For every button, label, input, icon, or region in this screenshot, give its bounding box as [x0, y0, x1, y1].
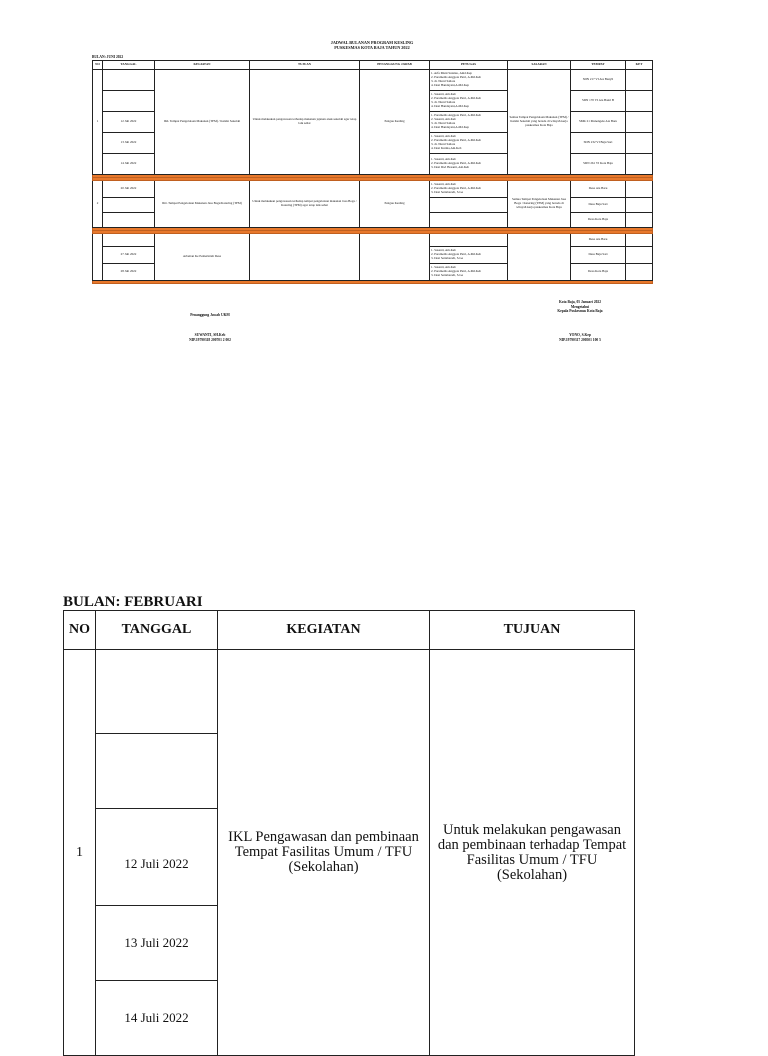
row-tempat: SMK 21 Manengele Ata Baru: [571, 112, 626, 133]
row-tempat: Desa Ata Baru: [571, 181, 626, 198]
row-tanggal: [103, 234, 155, 247]
document-title: JADWAL BULANAN PROGRAM KESLING PUSKESMAS KOTA BAJA TAHUN 2022: [330, 40, 414, 50]
zoomed-row-kegiatan: IKL Pengawasan dan pembinaan Tempat Fasilitas Umum / TFU (Sekolahan): [218, 650, 430, 1056]
row-petugas: 1. Arfa Muni Sutanto, Amd.Kep 2. Paramedis Anggota Putri, A.Md.Keb 3. dr. Nurul Sahara 4. Desi Handayani,A.Md.Kep: [430, 70, 508, 91]
row-tanggal: 20 Juli 2022: [103, 181, 155, 198]
header-tujuan: TUJUAN: [250, 61, 360, 70]
row-sasaran: [508, 234, 571, 281]
row-ket: [626, 133, 653, 154]
row-kegiatan: IKL Tempat Pengelolaan Makanan Jasa Boga/Katering (TPM): [155, 181, 250, 228]
header-petugas: PETUGAS: [430, 61, 508, 70]
header-no: NO: [93, 61, 103, 70]
row-ket: [626, 154, 653, 175]
signature-right-name: YONO, S.Kep NIP.19790317 200501 100 5: [559, 333, 601, 342]
header-ket: KET: [626, 61, 653, 70]
row-ket: [626, 198, 653, 213]
row-petugas: [430, 213, 508, 228]
zoomed-header-tanggal: TANGGAL: [96, 611, 218, 650]
zoomed-row-tujuan: Untuk melakukan pengawasan dan pembinaan terhadap Tempat Fasilitas Umum / TFU (Sekolahan): [430, 650, 635, 1056]
row-petugas: 1. Susanti, Am.Keb 2. Paramedis Anggota Putri, A.Md.Keb 3. Desi Setiabaradi, S.Ga: [430, 264, 508, 281]
row-ket: [626, 112, 653, 133]
row-petugas: 1. Susanti, Am.Keb 2. Paramedis Anggota Putri, A.Md.Keb 3. dr. Nurul Sahara 4. Desi Kurnia,Am.Keb: [430, 133, 508, 154]
row-petugas: 1. Susanti, Am.Keb 2. Paramedis Anggota Putri, A.Md.Keb 3. Desi Dwi Hesanti, Am.Keb: [430, 154, 508, 175]
row-tanggal: 14 Juli 2022: [103, 154, 155, 175]
row-petugas: [430, 198, 508, 213]
row-tanggal: [103, 213, 155, 228]
header-tempat: TEMPAT: [571, 61, 626, 70]
row-tanggal: 27 Juli 2022: [103, 247, 155, 264]
zoomed-month-label: BULAN: FEBRUARI: [63, 594, 203, 610]
row-penanggung-jawab: Pengua Kesling: [360, 70, 430, 175]
row-ket: [626, 91, 653, 112]
row-tujuan: [250, 234, 360, 281]
row-petugas: 1. Susanti, Am.Keb 2. Paramedis Anggota Putri, A.Md.Keb 3. Desi Setiabaradi, S.Ga: [430, 247, 508, 264]
section-divider: [93, 281, 653, 284]
table-row: [93, 70, 653, 91]
zoomed-header-no: NO: [64, 611, 96, 650]
row-petugas: [430, 234, 508, 247]
zoomed-row-tanggal: [96, 734, 218, 809]
header-kegiatan: KEGIATAN: [155, 61, 250, 70]
document-preview: [92, 40, 652, 284]
zoomed-schedule-table: [63, 610, 635, 1056]
row-penanggung-jawab: Pengua Kesling: [360, 181, 430, 228]
signature-right-header: Kota Baja, 05 Januari 2022 Mengetahui Kepala Puskesmas Kota Baja: [557, 300, 603, 314]
row-tempat: Desa Kota Baja: [571, 213, 626, 228]
row-tanggal: 13 Juli 2022: [103, 133, 155, 154]
signature-left-name: SUWANTI, SH.Keb NIP.19790318 200701 2 002: [189, 333, 231, 342]
zoomed-table-section: [63, 594, 634, 1056]
row-petugas: 1. Paramedis Anggota Putri, A.Md.Keb 2. Susanti, Am.Keb 3. dr. Nurul Sahara 4. Desi Handayani,A.Md.Kep: [430, 112, 508, 133]
row-no: 2: [93, 181, 103, 228]
row-penanggung-jawab: [360, 234, 430, 281]
row-tempat: SDN 170 VI Ata Banri B: [571, 91, 626, 112]
zoomed-header-row: [64, 611, 635, 650]
table-row: [93, 181, 653, 198]
zoomed-header-tujuan: TUJUAN: [430, 611, 635, 650]
schedule-table: [92, 60, 653, 284]
row-ket: [626, 234, 653, 247]
row-ket: [626, 213, 653, 228]
signature-left-header: Penanggung Jawab UKM: [190, 313, 230, 317]
row-tempat: Desa Ata Baru: [571, 234, 626, 247]
row-tujuan: Untuk melakukan pengawasan terhadap makanan jajanan anak sekolah agar tetap laik sehat: [250, 70, 360, 175]
row-petugas: 1. Susanti, Am.Keb 2. Paramedis Anggota Putri, A.Md.Keb 3. Desi Setiabaradi, S.Ga: [430, 181, 508, 198]
zoomed-header-kegiatan: KEGIATAN: [218, 611, 430, 650]
header-tanggal: TANGGAL: [103, 61, 155, 70]
row-petugas: 1. Susanti, Am.Keb 2. Paramedis Anggota Putri, A.Md.Keb 3. dr. Nurul Sahara 4. Desi Handayani,A.Md.Kep: [430, 91, 508, 112]
zoomed-row-tanggal: 13 Juli 2022: [96, 906, 218, 981]
row-tanggal: 12 Juli 2022: [103, 112, 155, 133]
row-no: [93, 234, 103, 281]
row-no: 1: [93, 70, 103, 175]
zoomed-row-no: 1: [64, 650, 96, 1056]
zoomed-row-tanggal: 12 Juli 2022: [96, 809, 218, 906]
row-tempat: SDN 261 VI Kota Baja: [571, 154, 626, 175]
header-sasaran: SASARAN: [508, 61, 571, 70]
row-tanggal: [103, 198, 155, 213]
row-ket: [626, 70, 653, 91]
zoomed-row-tanggal: 14 Juli 2022: [96, 981, 218, 1056]
zoomed-row-tanggal: [96, 650, 218, 734]
row-ket: [626, 247, 653, 264]
row-sasaran: Semua Tempat Pengelolaan Makanan (TPM) / Kantin Sekolah yang berada di wilayah kerja puskesmas Kota Baja: [508, 70, 571, 175]
row-tempat: SDN 232 VI Baju Sari: [571, 133, 626, 154]
table-row: [64, 650, 635, 734]
row-tanggal: [103, 70, 155, 91]
row-tempat: SDN 217 VI Ata Banyil: [571, 70, 626, 91]
row-kegiatan: IKL Tempat Pengelolaan Makanan (TPM) / Kantin Sekolah: [155, 70, 250, 175]
header-penanggung-jawab: PENANGGUNG JAWAB: [360, 61, 430, 70]
month-label: BULAN: JUNI 2022: [92, 55, 124, 59]
row-tempat: Desa Baju Sari: [571, 247, 626, 264]
row-kegiatan: Arbeitan Ke Pemerintah Desa: [155, 234, 250, 281]
table-header-row: [93, 61, 653, 70]
row-tanggal: [103, 91, 155, 112]
table-row: [93, 234, 653, 247]
row-tempat: Desa Baju Sari: [571, 198, 626, 213]
row-sasaran: Semua Tempat Pengelolaan Makanan Jasa Boga / Katering (TPM) yang berada di wilayah kerja puskesmas Kota Baja: [508, 181, 571, 228]
row-tanggal: 28 Juli 2022: [103, 264, 155, 281]
row-ket: [626, 181, 653, 198]
row-tujuan: Untuk melakukan pengawasan terhadap tempat pengelolaan makanan Jasa Boga / Katering (TPM) agar tetap laik sehat: [250, 181, 360, 228]
row-ket: [626, 264, 653, 281]
row-tempat: Desa Kota Baja: [571, 264, 626, 281]
